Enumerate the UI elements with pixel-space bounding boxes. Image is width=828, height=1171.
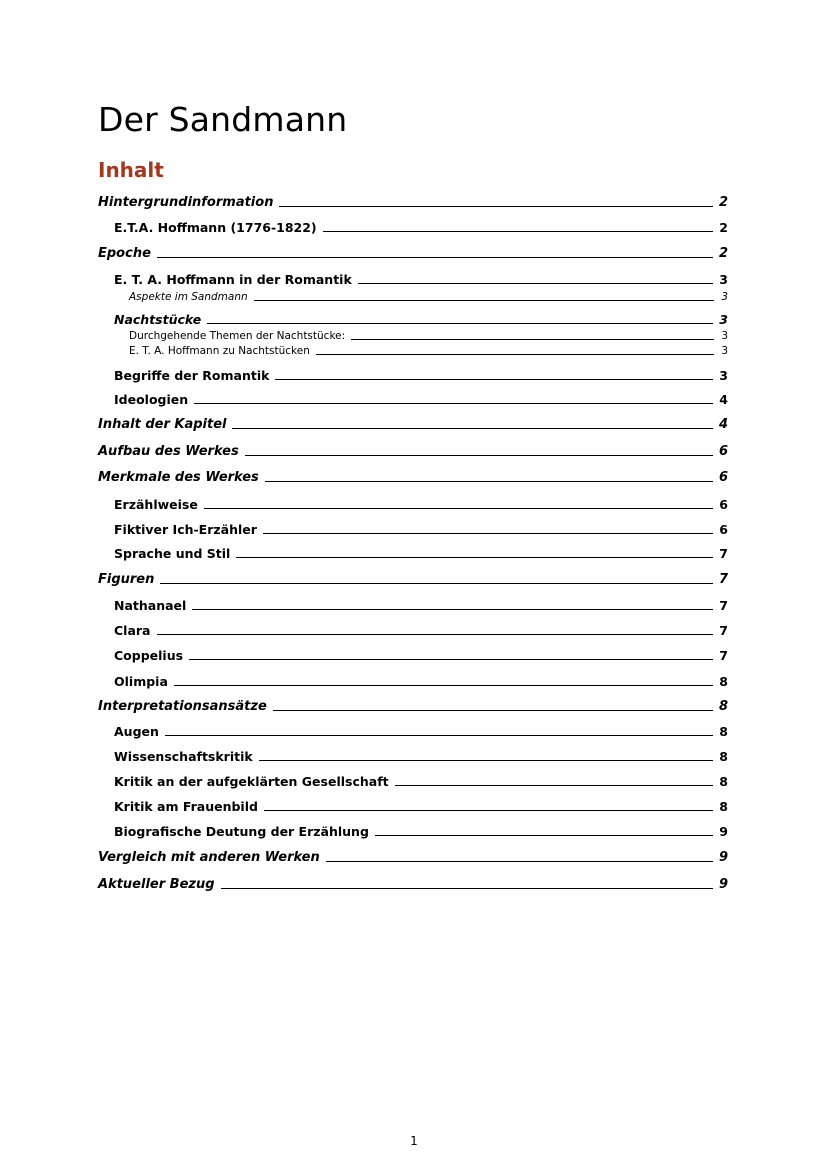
- toc-entry-label: Aufbau des Werkes: [98, 444, 239, 459]
- toc-entry-olimpia[interactable]: [114, 674, 728, 690]
- toc-entry-label: Nachtstücke: [114, 312, 202, 327]
- dot-leader: [245, 455, 713, 456]
- toc-page-number: 3: [719, 312, 728, 327]
- toc-entry-merkmale[interactable]: [98, 470, 728, 486]
- dot-leader: [259, 760, 714, 761]
- dot-leader: [395, 785, 714, 786]
- dot-leader: [264, 810, 713, 811]
- toc-entry-label: Aktueller Bezug: [98, 877, 215, 892]
- dot-leader: [263, 533, 713, 534]
- toc-page-number: 7: [719, 623, 728, 638]
- toc-page-number: 3: [721, 330, 728, 342]
- toc-entry-ich-erzaehler[interactable]: [114, 522, 728, 538]
- page-number: 1: [410, 1134, 418, 1148]
- toc-entry-label: Figuren: [98, 572, 155, 587]
- toc-entry-label: E. T. A. Hoffmann zu Nachtstücken: [129, 345, 310, 357]
- toc-page-number: 8: [719, 674, 728, 689]
- dot-leader: [375, 835, 713, 836]
- toc-entry-wissenschaftskritik[interactable]: [114, 749, 728, 765]
- dot-leader: [236, 557, 713, 558]
- toc-entry-label: E.T.A. Hoffmann (1776-1822): [114, 220, 317, 235]
- dot-leader: [232, 428, 712, 429]
- toc-entry-erzaehlweise[interactable]: [114, 497, 728, 513]
- toc-page-number: 8: [719, 774, 728, 789]
- toc-entry-label: Kritik am Frauenbild: [114, 799, 258, 814]
- dot-leader: [326, 861, 713, 862]
- dot-leader: [157, 634, 714, 635]
- toc-page-number: 4: [718, 417, 728, 432]
- toc-entry-label: Fiktiver Ich-Erzähler: [114, 522, 257, 537]
- toc-entry-label: Wissenschaftskritik: [114, 749, 253, 764]
- toc-entry-label: Olimpia: [114, 674, 168, 689]
- dot-leader: [316, 354, 714, 355]
- toc-page-number: 8: [719, 749, 728, 764]
- toc-page-number: 3: [721, 291, 728, 303]
- toc-page-number: 4: [719, 392, 728, 407]
- toc-entry-label: Ideologien: [114, 392, 189, 407]
- dot-leader: [189, 659, 713, 660]
- toc-entry-sprache-stil[interactable]: [114, 546, 728, 562]
- toc-entry-label: Erzählweise: [114, 497, 198, 512]
- toc-page-number: 8: [718, 699, 728, 714]
- toc-page-number: 6: [719, 522, 728, 537]
- toc-entry-nachtstuecke[interactable]: [114, 312, 728, 328]
- toc-entry-aktueller-bezug[interactable]: [98, 877, 728, 893]
- toc-entry-begriffe[interactable]: [114, 368, 728, 384]
- toc-page-number: 2: [719, 220, 728, 235]
- dot-leader: [174, 685, 713, 686]
- toc-heading: Inhalt: [98, 158, 164, 182]
- toc-entry-label: Merkmale des Werkes: [98, 470, 259, 485]
- toc-entry-frauenbild[interactable]: [114, 799, 728, 815]
- toc-entry-clara[interactable]: [114, 623, 728, 639]
- dot-leader: [273, 710, 713, 711]
- dot-leader: [265, 481, 713, 482]
- toc-entry-biografische-deutung[interactable]: [114, 824, 728, 840]
- toc-page-number: 9: [718, 850, 728, 865]
- toc-page-number: 3: [721, 345, 728, 357]
- toc-page-number: 6: [718, 444, 728, 459]
- toc-entry-hoffmann-bio[interactable]: [114, 220, 728, 236]
- toc-page-number: 8: [719, 724, 728, 739]
- dot-leader: [275, 379, 713, 380]
- toc-entry-label: Biografische Deutung der Erzählung: [114, 824, 369, 839]
- toc-entry-label: Sprache und Stil: [114, 546, 231, 561]
- dot-leader: [279, 206, 713, 207]
- toc-entry-hoffmann-nachtstuecke[interactable]: [129, 343, 728, 359]
- toc-entry-figuren[interactable]: [98, 572, 728, 588]
- toc-entry-aspekte[interactable]: [129, 289, 728, 305]
- toc-entry-themen[interactable]: [129, 328, 728, 344]
- toc-entry-label: Coppelius: [114, 648, 184, 663]
- toc-entry-augen[interactable]: [114, 724, 728, 740]
- toc-entry-label: Begriffe der Romantik: [114, 368, 270, 383]
- toc-page-number: 3: [719, 272, 728, 287]
- toc-page-number: 7: [718, 572, 728, 587]
- toc-entry-label: Hintergrundinformation: [98, 195, 274, 210]
- toc-entry-aufbau[interactable]: [98, 444, 728, 460]
- toc-entry-epoche[interactable]: [98, 246, 728, 262]
- dot-leader: [221, 888, 713, 889]
- toc-entry-vergleich[interactable]: [98, 850, 728, 866]
- dot-leader: [358, 283, 714, 284]
- toc-entry-coppelius[interactable]: [114, 648, 728, 664]
- toc-page-number: 7: [719, 546, 728, 561]
- dot-leader: [254, 300, 714, 301]
- toc-entry-inhalt-kapitel[interactable]: [98, 417, 728, 433]
- toc-entry-gesellschaftskritik[interactable]: [114, 774, 728, 790]
- dot-leader: [160, 583, 713, 584]
- toc-page-number: 2: [718, 246, 728, 261]
- toc-entry-label: Aspekte im Sandmann: [129, 291, 248, 303]
- toc-entry-label: Nathanael: [114, 598, 187, 613]
- toc-page-number: 6: [719, 497, 728, 512]
- dot-leader: [192, 609, 713, 610]
- toc-entry-interpretationsansaetze[interactable]: [98, 699, 728, 715]
- dot-leader: [207, 323, 713, 324]
- toc-entry-hintergrundinformation[interactable]: [98, 195, 728, 211]
- toc-entry-label: Vergleich mit anderen Werken: [98, 850, 320, 865]
- toc-entry-hoffmann-romantik[interactable]: [114, 272, 728, 288]
- dot-leader: [204, 508, 713, 509]
- toc-entry-label: E. T. A. Hoffmann in der Romantik: [114, 272, 352, 287]
- toc-entry-label: Inhalt der Kapitel: [98, 417, 227, 432]
- dot-leader: [351, 339, 714, 340]
- toc-entry-ideologien[interactable]: [114, 392, 728, 408]
- toc-page-number: 9: [718, 877, 728, 892]
- toc-entry-label: Epoche: [98, 246, 151, 261]
- toc-entry-label: Durchgehende Themen der Nachtstücke:: [129, 330, 346, 342]
- toc-entry-label: Interpretationsansätze: [98, 699, 267, 714]
- toc-page-number: 6: [718, 470, 728, 485]
- toc-page-number: 3: [719, 368, 728, 383]
- toc-entry-label: Augen: [114, 724, 159, 739]
- toc-page-number: 7: [719, 598, 728, 613]
- toc-entry-label: Kritik an der aufgeklärten Gesellschaft: [114, 774, 389, 789]
- dot-leader: [157, 257, 713, 258]
- toc-entry-nathanael[interactable]: [114, 598, 728, 614]
- toc-entry-label: Clara: [114, 623, 151, 638]
- toc-page-number: 2: [718, 195, 728, 210]
- dot-leader: [323, 231, 714, 232]
- toc-page-number: 7: [719, 648, 728, 663]
- toc-page-number: 9: [719, 824, 728, 839]
- dot-leader: [194, 403, 713, 404]
- toc-page-number: 8: [719, 799, 728, 814]
- page-title: Der Sandmann: [98, 100, 348, 139]
- dot-leader: [165, 735, 713, 736]
